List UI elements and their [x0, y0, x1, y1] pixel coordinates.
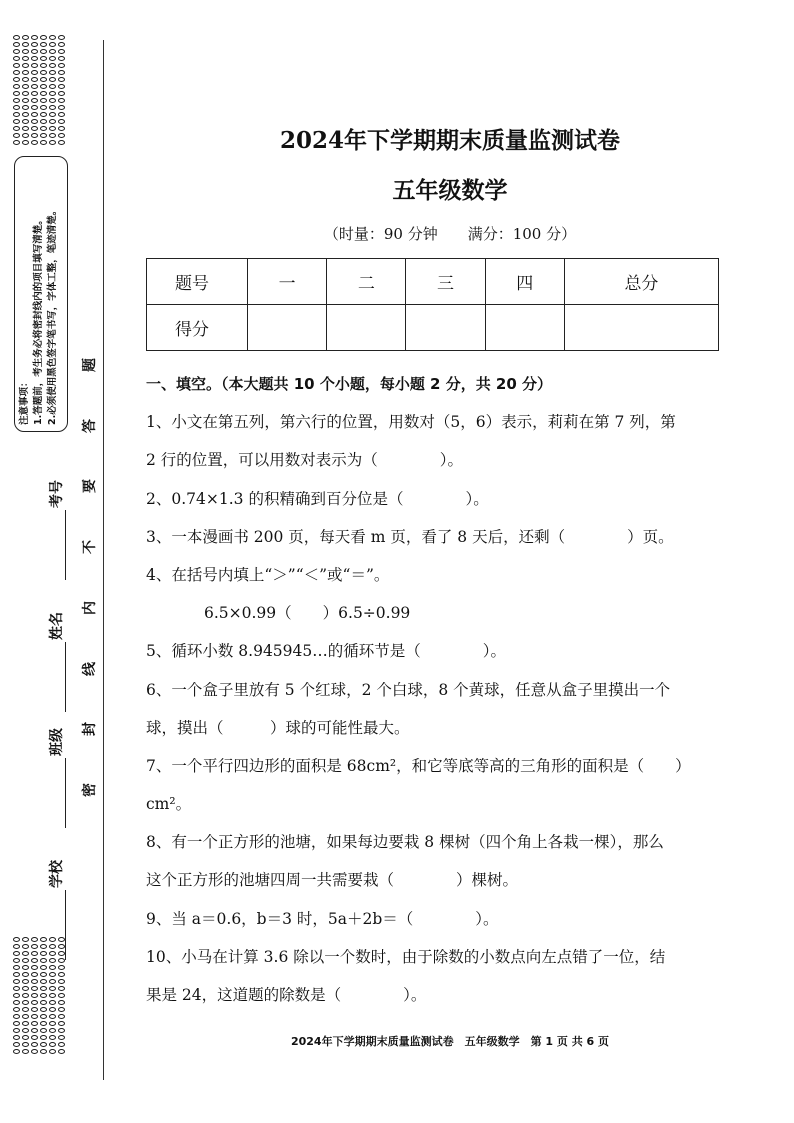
- score-cell[interactable]: [485, 305, 564, 351]
- punch-hole: [40, 42, 47, 47]
- punch-hole: [31, 56, 38, 61]
- punch-hole: [49, 91, 56, 96]
- punch-hole: [49, 986, 56, 991]
- punch-hole: [40, 951, 47, 956]
- punch-hole: [49, 98, 56, 103]
- punch-hole: [13, 42, 20, 47]
- question-line: 6、一个盒子里放有 5 个红球，2 个白球，8 个黄球，任意从盒子里摸出一个: [146, 680, 671, 699]
- score-header-cell: 总分: [564, 259, 718, 305]
- score-header-cell: 四: [485, 259, 564, 305]
- punch-hole: [31, 105, 38, 110]
- punch-hole: [31, 133, 38, 138]
- punch-hole: [22, 986, 29, 991]
- punch-hole: [13, 63, 20, 68]
- punch-hole: [49, 105, 56, 110]
- punch-hole: [31, 1021, 38, 1026]
- punch-hole: [22, 140, 29, 145]
- punch-hole: [58, 98, 65, 103]
- punch-hole: [58, 119, 65, 124]
- notice-title: 注意事项：: [19, 377, 30, 425]
- punch-hole: [58, 91, 65, 96]
- punch-holes-top: [12, 34, 66, 146]
- punch-hole: [22, 84, 29, 89]
- punch-hole: [31, 986, 38, 991]
- score-table-score-row: [147, 305, 719, 351]
- punch-hole: [22, 965, 29, 970]
- punch-hole: [58, 958, 65, 963]
- punch-hole: [13, 1021, 20, 1026]
- name-label: 姓名: [49, 612, 65, 640]
- punch-hole: [31, 140, 38, 145]
- punch-hole: [22, 63, 29, 68]
- punch-hole: [49, 1042, 56, 1047]
- punch-hole: [58, 1007, 65, 1012]
- seal-line: [103, 40, 104, 1080]
- question-line: 6.5×0.99（ ）6.5÷0.99: [204, 604, 411, 623]
- punch-hole: [31, 70, 38, 75]
- punch-hole: [22, 35, 29, 40]
- punch-hole: [58, 986, 65, 991]
- punch-hole: [40, 105, 47, 110]
- punch-hole: [58, 35, 65, 40]
- question-line: 果是 24，这道题的除数是（ ）。: [146, 986, 427, 1004]
- punch-hole: [31, 84, 38, 89]
- punch-hole: [40, 1028, 47, 1033]
- punch-hole: [49, 1028, 56, 1033]
- punch-hole: [49, 1014, 56, 1019]
- punch-hole: [31, 958, 38, 963]
- punch-hole: [13, 979, 20, 984]
- punch-hole: [40, 49, 47, 54]
- question-line: 9、当 a＝0.6，b＝3 时，5a＋2b＝（ ）。: [146, 909, 499, 928]
- punch-hole: [40, 958, 47, 963]
- punch-hole: [31, 91, 38, 96]
- punch-hole: [49, 1035, 56, 1040]
- punch-hole: [49, 49, 56, 54]
- score-header-cell: 一: [248, 259, 327, 305]
- punch-hole: [58, 63, 65, 68]
- score-cell[interactable]: [248, 305, 327, 351]
- question-line: 这个正方形的池塘四周一共需要栽（ ）棵树。: [146, 871, 519, 890]
- punch-hole: [49, 126, 56, 131]
- punch-hole: [22, 49, 29, 54]
- punch-hole: [58, 1014, 65, 1019]
- punch-hole: [40, 1042, 47, 1047]
- punch-hole: [49, 84, 56, 89]
- question-line: 2、0.74×1.3 的积精确到百分位是（ ）。: [146, 489, 489, 508]
- punch-hole: [58, 112, 65, 117]
- punch-hole: [13, 972, 20, 977]
- school-label: 学校: [49, 860, 65, 888]
- punch-hole: [22, 77, 29, 82]
- punch-hole: [22, 993, 29, 998]
- punch-hole: [49, 1007, 56, 1012]
- punch-hole: [58, 944, 65, 949]
- punch-hole: [58, 937, 65, 942]
- page-footer: 2024年下学期期末质量监测试卷 五年级数学 第 1 页 共 6 页: [290, 1035, 610, 1048]
- score-header-cell: 题号: [147, 259, 248, 305]
- seal-char: 不: [82, 540, 98, 555]
- section-heading: 一、填空。（本大题共 10 个小题，每小题 2 分，共 20 分）: [146, 375, 553, 393]
- punch-hole: [31, 979, 38, 984]
- punch-hole: [31, 126, 38, 131]
- exam-number-field[interactable]: [46, 480, 66, 580]
- punch-hole: [49, 944, 56, 949]
- punch-hole: [22, 1042, 29, 1047]
- punch-hole: [31, 1000, 38, 1005]
- punch-hole: [22, 1007, 29, 1012]
- punch-hole: [13, 77, 20, 82]
- punch-holes-bottom: [12, 936, 66, 1056]
- question-section: [146, 372, 726, 1021]
- punch-hole: [22, 126, 29, 131]
- punch-hole: [58, 49, 65, 54]
- punch-hole: [40, 112, 47, 117]
- score-cell[interactable]: [327, 305, 406, 351]
- punch-hole: [40, 70, 47, 75]
- exam-title: 2024年下学期期末质量监测试卷: [279, 127, 620, 154]
- score-table-header-row: [147, 259, 719, 305]
- punch-hole: [13, 965, 20, 970]
- punch-hole: [22, 42, 29, 47]
- punch-hole: [31, 112, 38, 117]
- punch-hole: [49, 70, 56, 75]
- punch-hole: [31, 119, 38, 124]
- punch-hole: [31, 1014, 38, 1019]
- punch-hole: [22, 958, 29, 963]
- punch-hole: [22, 98, 29, 103]
- punch-hole: [40, 1000, 47, 1005]
- punch-hole: [40, 1007, 47, 1012]
- punch-hole: [31, 1028, 38, 1033]
- punch-hole: [13, 35, 20, 40]
- punch-hole: [13, 1028, 20, 1033]
- punch-hole: [13, 1035, 20, 1040]
- punch-hole: [22, 56, 29, 61]
- punch-hole: [13, 937, 20, 942]
- punch-hole: [13, 119, 20, 124]
- binding-strip: [0, 0, 108, 1123]
- punch-hole: [22, 70, 29, 75]
- question-line: 4、在括号内填上“＞”“＜”或“＝”。: [146, 565, 390, 584]
- punch-hole: [31, 1049, 38, 1054]
- punch-hole: [58, 1000, 65, 1005]
- punch-hole: [58, 965, 65, 970]
- punch-hole: [58, 951, 65, 956]
- punch-hole: [58, 140, 65, 145]
- punch-hole: [58, 56, 65, 61]
- punch-hole: [31, 1007, 38, 1012]
- score-header-cell: 二: [327, 259, 406, 305]
- seal-char: 答: [82, 418, 98, 433]
- seal-char: 内: [82, 600, 98, 615]
- punch-hole: [58, 1028, 65, 1033]
- score-cell[interactable]: [564, 305, 718, 351]
- punch-hole: [13, 944, 20, 949]
- punch-hole: [49, 112, 56, 117]
- punch-hole: [49, 1021, 56, 1026]
- exam-subtitle: 五年级数学: [392, 177, 508, 204]
- punch-hole: [40, 56, 47, 61]
- punch-hole: [58, 133, 65, 138]
- punch-hole: [49, 993, 56, 998]
- question-line: 3、一本漫画书 200 页，每天看 m 页，看了 8 天后，还剩（ ）页。: [146, 527, 674, 546]
- punch-hole: [13, 70, 20, 75]
- punch-hole: [58, 1049, 65, 1054]
- punch-hole: [40, 979, 47, 984]
- seal-char: 要: [82, 479, 98, 494]
- punch-hole: [22, 133, 29, 138]
- score-row-label: 得分: [147, 305, 248, 351]
- punch-hole: [40, 1021, 47, 1026]
- question-line: 1、小文在第五列，第六行的位置，用数对（5，6）表示，莉莉在第 7 列，第: [146, 413, 676, 432]
- punch-hole: [22, 972, 29, 977]
- punch-hole: [49, 133, 56, 138]
- punch-hole: [40, 77, 47, 82]
- punch-hole: [31, 951, 38, 956]
- punch-hole: [40, 1049, 47, 1054]
- punch-hole: [49, 119, 56, 124]
- punch-hole: [49, 937, 56, 942]
- punch-hole: [22, 951, 29, 956]
- punch-hole: [22, 979, 29, 984]
- question-line: 7、一个平行四边形的面积是 68cm²，和它等底等高的三角形的面积是（ ）: [146, 756, 691, 775]
- punch-hole: [49, 35, 56, 40]
- punch-hole: [13, 993, 20, 998]
- punch-hole: [40, 91, 47, 96]
- punch-hole: [13, 126, 20, 131]
- punch-hole: [22, 1049, 29, 1054]
- punch-hole: [22, 119, 29, 124]
- punch-hole: [22, 944, 29, 949]
- punch-hole: [58, 1035, 65, 1040]
- punch-hole: [40, 140, 47, 145]
- punch-hole: [13, 958, 20, 963]
- punch-hole: [13, 112, 20, 117]
- punch-hole: [58, 70, 65, 75]
- punch-hole: [13, 140, 20, 145]
- punch-hole: [13, 986, 20, 991]
- punch-hole: [13, 84, 20, 89]
- punch-hole: [49, 56, 56, 61]
- exam-number-label: 考号: [49, 480, 65, 508]
- punch-hole: [49, 1049, 56, 1054]
- punch-hole: [22, 112, 29, 117]
- score-table: [146, 258, 719, 351]
- punch-hole: [40, 965, 47, 970]
- punch-hole: [13, 133, 20, 138]
- punch-hole: [40, 1014, 47, 1019]
- punch-hole: [40, 98, 47, 103]
- punch-hole: [40, 63, 47, 68]
- punch-hole: [22, 1028, 29, 1033]
- score-cell[interactable]: [406, 305, 485, 351]
- punch-hole: [13, 1000, 20, 1005]
- punch-hole: [58, 979, 65, 984]
- punch-hole: [40, 972, 47, 977]
- punch-hole: [31, 42, 38, 47]
- punch-hole: [22, 937, 29, 942]
- seal-char: 封: [82, 722, 98, 737]
- notice-box: [14, 156, 68, 432]
- punch-hole: [22, 1014, 29, 1019]
- punch-hole: [22, 1035, 29, 1040]
- punch-hole: [13, 98, 20, 103]
- class-field[interactable]: [46, 728, 66, 828]
- punch-hole: [40, 126, 47, 131]
- punch-hole: [58, 42, 65, 47]
- punch-hole: [13, 1042, 20, 1047]
- punch-hole: [31, 965, 38, 970]
- punch-hole: [22, 1000, 29, 1005]
- punch-hole: [31, 993, 38, 998]
- punch-hole: [13, 49, 20, 54]
- punch-hole: [31, 944, 38, 949]
- punch-hole: [40, 937, 47, 942]
- score-header-cell: 三: [406, 259, 485, 305]
- punch-hole: [49, 63, 56, 68]
- punch-hole: [31, 1042, 38, 1047]
- punch-hole: [31, 972, 38, 977]
- punch-hole: [58, 993, 65, 998]
- punch-hole: [49, 140, 56, 145]
- punch-hole: [13, 1049, 20, 1054]
- punch-hole: [13, 1014, 20, 1019]
- class-label: 班级: [49, 728, 65, 756]
- punch-hole: [31, 1035, 38, 1040]
- punch-hole: [49, 972, 56, 977]
- punch-hole: [31, 49, 38, 54]
- seal-char: 密: [82, 783, 98, 797]
- punch-hole: [49, 958, 56, 963]
- punch-hole: [58, 1021, 65, 1026]
- punch-hole: [13, 91, 20, 96]
- punch-hole: [31, 77, 38, 82]
- punch-hole: [40, 986, 47, 991]
- punch-hole: [58, 1042, 65, 1047]
- seal-char: 题: [82, 358, 98, 372]
- punch-hole: [40, 119, 47, 124]
- punch-hole: [13, 951, 20, 956]
- punch-hole: [13, 105, 20, 110]
- punch-hole: [31, 937, 38, 942]
- punch-hole: [58, 84, 65, 89]
- punch-hole: [49, 951, 56, 956]
- punch-hole: [40, 944, 47, 949]
- notice-line-1: 1.答题前，考生务必将密封线内的项目填写清楚。: [33, 215, 44, 425]
- question-line: 8、有一个正方形的池塘，如果每边要栽 8 棵树（四个角上各栽一棵），那么: [146, 833, 664, 852]
- punch-hole: [49, 77, 56, 82]
- punch-hole: [58, 77, 65, 82]
- question-line: cm²。: [146, 795, 192, 814]
- punch-hole: [40, 84, 47, 89]
- punch-hole: [49, 1000, 56, 1005]
- question-line: 5、循环小数 8.945945…的循环节是（ ）。: [146, 642, 506, 661]
- punch-hole: [58, 972, 65, 977]
- punch-hole: [49, 979, 56, 984]
- seal-char: 线: [82, 661, 98, 676]
- question-line: 10、小马在计算 3.6 除以一个数时，由于除数的小数点向左点错了一位，结: [146, 947, 666, 966]
- punch-hole: [22, 1021, 29, 1026]
- name-field[interactable]: [46, 612, 66, 712]
- question-line: 球，摸出（ ）球的可能性最大。: [146, 718, 410, 737]
- punch-hole: [13, 1007, 20, 1012]
- notice-line-2: 2.必须使用黑色签字笔书写，字体工整，笔迹清楚。: [47, 205, 58, 425]
- punch-hole: [22, 91, 29, 96]
- punch-hole: [40, 133, 47, 138]
- punch-hole: [40, 35, 47, 40]
- punch-hole: [22, 105, 29, 110]
- punch-hole: [31, 35, 38, 40]
- punch-hole: [40, 1035, 47, 1040]
- question-line: 2 行的位置，可以用数对表示为（ ）。: [146, 451, 464, 470]
- exam-meta: （时量：90 分钟 满分：100 分）: [323, 225, 577, 243]
- punch-hole: [58, 126, 65, 131]
- punch-hole: [49, 965, 56, 970]
- punch-hole: [31, 63, 38, 68]
- punch-hole: [40, 993, 47, 998]
- punch-hole: [58, 105, 65, 110]
- punch-hole: [31, 98, 38, 103]
- punch-hole: [49, 42, 56, 47]
- punch-hole: [13, 56, 20, 61]
